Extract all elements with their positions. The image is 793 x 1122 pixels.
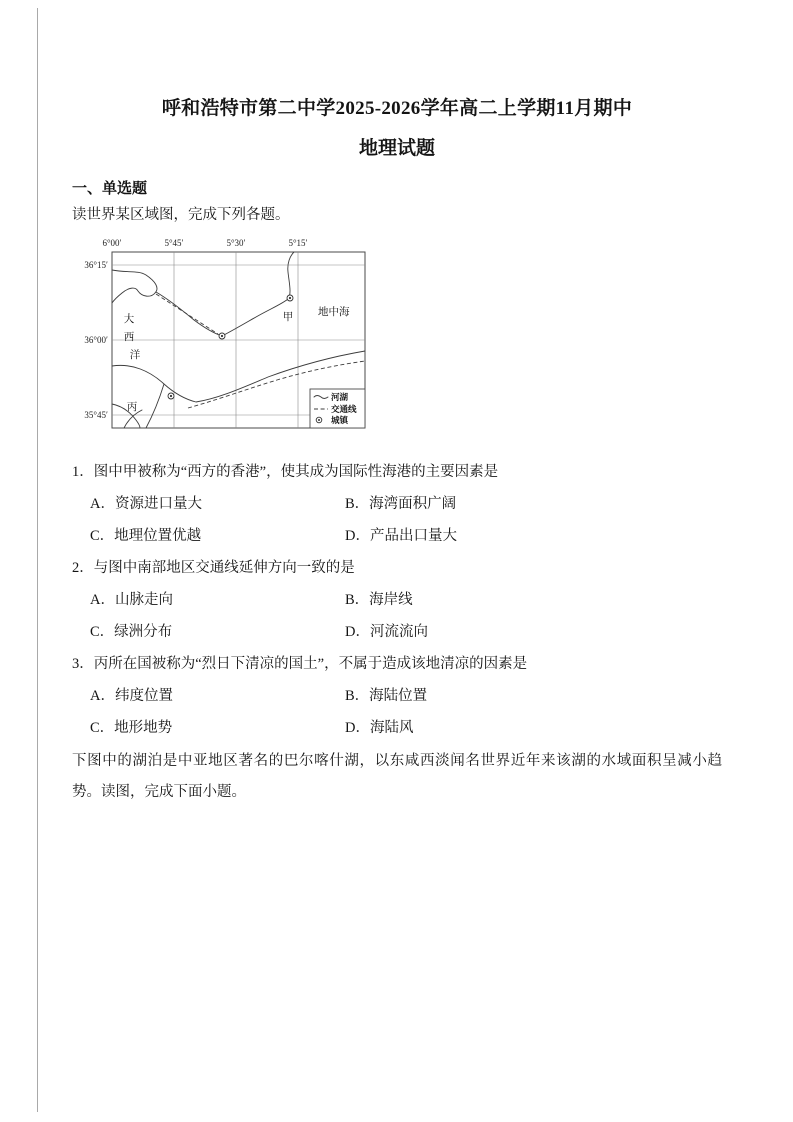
option-label: C．: [90, 623, 115, 640]
option-label: D．: [345, 527, 370, 544]
legend-town-label: 城镇: [331, 414, 349, 425]
option-label: A．: [90, 495, 115, 512]
longitude-label: 5°15′: [288, 237, 308, 248]
option-2-d: [345, 616, 722, 648]
question-group-intro: 读世界某区域图，完成下列各题。: [72, 207, 290, 224]
map-legend: [310, 389, 365, 428]
option-2-b: [345, 584, 722, 616]
option-1-b: [345, 488, 722, 520]
page-content: [72, 0, 722, 808]
option-label: B．: [345, 495, 370, 512]
option-text: 地理位置优越: [114, 527, 202, 544]
longitude-label: 5°45′: [164, 237, 184, 248]
question-1: [72, 456, 722, 552]
question-1-stem: [72, 456, 722, 488]
question-2-options: [72, 584, 722, 648]
option-3-d: [345, 712, 722, 744]
question-2-stem: [72, 552, 722, 584]
legend-river-label: 河湖: [331, 391, 349, 402]
question-number: 3．: [72, 655, 94, 672]
question-2: [72, 552, 722, 648]
coastline-north-west: [112, 270, 157, 303]
legend-transport-label: 交通线: [331, 403, 357, 414]
latitude-label: 36°00′: [84, 334, 108, 345]
option-text: 海陆风: [369, 719, 414, 736]
document-subtitle: 地理试题: [358, 137, 435, 159]
label-bing: 丙: [126, 401, 138, 413]
label-mediterranean: 地中海: [318, 306, 350, 318]
option-label: D．: [345, 623, 370, 640]
question-3-options: [72, 680, 722, 744]
option-text: 地形地势: [114, 719, 173, 736]
option-3-c: [90, 712, 345, 744]
longitude-label: 5°30′: [226, 237, 246, 248]
option-text: 绿洲分布: [114, 623, 173, 640]
option-label: A．: [90, 687, 115, 704]
option-text: 纬度位置: [114, 687, 173, 704]
option-2-c: [90, 616, 345, 648]
question-number: 2．: [72, 559, 94, 576]
longitude-labels: [102, 238, 307, 248]
label-jia: 甲: [282, 311, 294, 323]
label-atlantic-char: 大: [123, 313, 135, 325]
option-text: 海岸线: [369, 591, 413, 608]
coastline-south-west: [146, 384, 164, 428]
latitude-label: 35°45′: [84, 409, 108, 420]
transport-line: [156, 294, 218, 334]
town-marker-strait: [219, 333, 225, 339]
region-map: [72, 236, 372, 436]
latitude-labels: [84, 260, 108, 420]
legend-town-symbol: [316, 417, 322, 423]
option-1-c: [90, 520, 345, 552]
option-3-b: [345, 680, 722, 712]
page-border-line: [37, 8, 38, 1112]
option-label: C．: [90, 719, 115, 736]
label-atlantic-char: 西: [123, 331, 135, 343]
longitude-label: 6°00′: [102, 237, 122, 248]
document-title: 呼和浩特市第二中学2025-2026学年高二上学期11月期中: [161, 98, 633, 119]
option-text: 海陆位置: [369, 687, 428, 704]
question-text: 图中甲被称为“西方的香港”，使其成为国际性海港的主要因素是: [93, 463, 499, 480]
option-label: A．: [90, 591, 115, 608]
option-label: B．: [345, 687, 370, 704]
question-text: 丙所在国被称为“烈日下清凉的国土”，不属于造成该地清凉的因素是: [93, 655, 528, 672]
question-number: 1．: [72, 463, 94, 480]
label-atlantic-char: 洋: [129, 349, 141, 361]
question-3: [72, 648, 722, 744]
map-figure: [72, 236, 722, 436]
option-text: 资源进口量大: [114, 495, 202, 512]
option-1-d: [345, 520, 722, 552]
option-text: 山脉走向: [114, 591, 173, 608]
option-1-a: [90, 488, 345, 520]
latitude-label: 36°15′: [84, 259, 108, 270]
question-text: 与图中南部地区交通线延伸方向一致的是: [93, 559, 355, 576]
section-heading: 一、单选题: [72, 180, 148, 197]
option-label: B．: [345, 591, 370, 608]
town-marker-west: [168, 393, 174, 399]
town-markers: [168, 295, 293, 399]
question-1-options: [72, 488, 722, 552]
option-text: 河流流向: [369, 623, 428, 640]
option-text: 海湾面积广阔: [369, 495, 457, 512]
question-3-stem: [72, 648, 722, 680]
town-marker-jia: [287, 295, 293, 301]
option-label: D．: [345, 719, 370, 736]
option-label: C．: [90, 527, 115, 544]
option-text: 产品出口量大: [369, 527, 457, 544]
option-2-a: [90, 584, 345, 616]
question-list: [72, 456, 722, 744]
option-3-a: [90, 680, 345, 712]
next-question-group-intro: 下图中的湖泊是中亚地区著名的巴尔喀什湖，以东咸西淡闻名世界近年来该湖的水域面积呈减小趋势。读图，完成下面小题。: [72, 752, 722, 800]
coastline-strait-north: [156, 252, 294, 336]
